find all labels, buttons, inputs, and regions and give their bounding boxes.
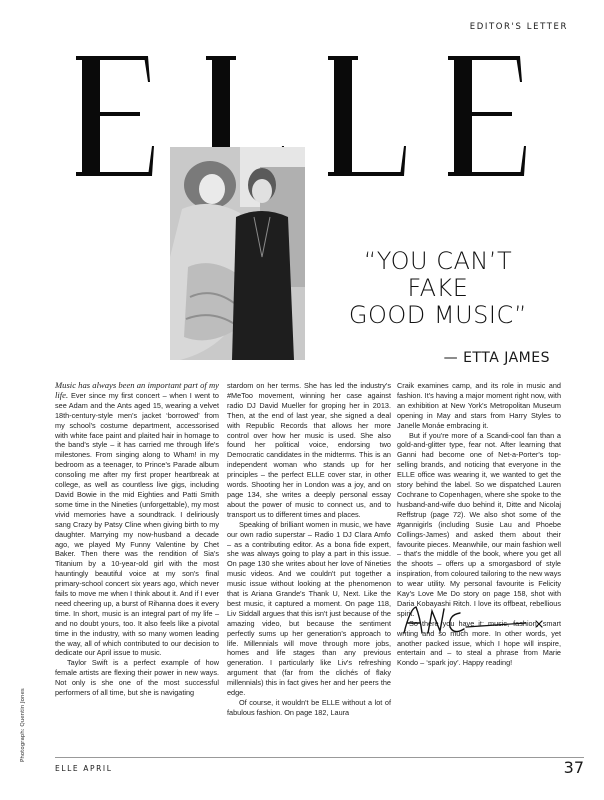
page-number: 37	[563, 758, 584, 777]
section-label: EDITOR'S LETTER	[469, 22, 568, 32]
article-column-1	[55, 381, 219, 698]
pull-quote	[318, 248, 558, 329]
article-paragraph: stardom on her terms. She has led the industry's #MeToo movement, winning her case against radio DJ David Mueller for groping her in 2013. Then, at the end of last year, she signed a deal with Republic Records that allows her more control over how her music is used. She also found her political voice, endorsing two Democratic candidates in the midterms. This is an independent woman who stands up for her principles – the perfect ELLE cover star, in other words. Shooting her in London was a joy, and on page 134, she writes a deeply personal essay about the power of music to connect us, and to transport us to different times and places.	[227, 381, 391, 519]
cover-star-photo	[170, 147, 305, 360]
article-paragraph	[55, 381, 219, 658]
pull-quote-line: “YOU CAN’T	[363, 247, 513, 275]
article-paragraph: But if you're more of a Scandi-cool fan than a gold-and-glitter type, fear not. After learning that Ganni had become one of Net-a-Porter's top-selling brands, and noticing that everyone in the ELLE office was wearing it, we wanted to get the story behind the label. So we dispatched Lauren Cochrane to Copenhagen, where she spoke to the husband-and-wife duo behind it, Ditte and Nicolaj Reffstrup (page 72). We also shot some of the #gannigirls (including Susie Lau and Phoebe Collings-James) and asked them about their favourite pieces. Meanwhile, our main fashion well – that's the middle of the book, where you get all the shoots – offers up a smorgasbord of style inspiration, from coloured tailoring to the new ways to wear utility. My personal favourite is Felicity Kay's Love Me Do story on page 158, shot with Daria Kobayashi Ritch. I love its offbeat, rebellious spirit.	[397, 430, 561, 618]
photo-credit: Photograph: Quentin Jones	[20, 688, 26, 762]
footer-issue: ELLE APRIL	[55, 764, 113, 773]
signature-graphic	[398, 603, 548, 639]
article-paragraph: Of course, it wouldn't be ELLE without a lot of fabulous fashion. On page 182, Laura	[227, 698, 391, 717]
pull-quote-line: GOOD MUSIC”	[348, 301, 528, 329]
photo-illustration	[170, 147, 305, 360]
article-paragraph: Craik examines camp, and its role in music and fashion. It's having a major moment right now, with an exhibition at New York's Metropolitan Museum opening in May and stars from Harry Styles to Janelle Monáe embracing it.	[397, 381, 561, 430]
paragraph-text: Ever since my first concert – when I went to see Adam and the Ants aged 15, wearing a velvet 18th-century-style men's jacket ‘borrowed’ from my school's costume department, accessorised with white face paint and plaited hair in homage to the band's style – it has carried me through life's milestones. From singing along to Wham! in my bedroom as a teenager, to Prince's Parade album consoling me after my first proper heartbreak at college, as well as countless live gigs, including David Bowie in the mid Eighties and Patti Smith some time in the Nineties (unforgettable), my most vivid memories have a soundtrack. I deliriously sang Crazy by Patsy Cline when giving birth to my daughter. Marrying my now-husband a decade ago, we played My Funny Valentine by Chet Baker. Then there was the rendition of Sia's Titanium by a 10-year-old girl with the most hauntingly beautiful voice at my son's final primary-school concert six years ago, which never fails to move me when I think about it. And if I ever need cheering up, a burst of Rihanna does it every time. In short, music is an integral part of my life – and no doubt yours, too. It also feels like a pivotal time in the industry, with so many women leading the way, all of which contributed to our decision to dedicate our April issue to music.	[55, 390, 219, 658]
article-paragraph: Speaking of brilliant women in music, we have our own radio superstar – Radio 1 DJ Clara Amfo – as a contributing editor. As a bona fide expert, she was always going to play a part in this issue. On page 130 she writes about her love of Nineties music videos. And we couldn't put together a music issue without looking at the phenomenon that is Ariana Grande's Thank U, Next. Like the best music, it captured a moment. On page 118, Liv Siddall argues that this isn't just because of the amazing video, but because the sentiment perfectly sums up her generation's approach to life. Millennials will move through more jobs, homes and life stages than any previous generation. I particularly like Liv's refreshing argument that (far from the clichés of flaky millennials) this in fact gives her and her peers the edge.	[227, 519, 391, 698]
article-column-2	[227, 381, 391, 718]
quote-attribution: — ETTA JAMES	[443, 350, 550, 366]
article-paragraph: So there you have it: music, fashion, smart writing and so much more. In other words, yet another packed issue, which I hope will inspire, entertain and – to steal a phrase from Marie Kondo – ‘spark joy’. Happy reading!	[397, 618, 561, 668]
editor-signature	[398, 603, 548, 639]
lead-sentence: Music has always been an important part of my life.	[55, 380, 219, 400]
footer-rule	[55, 757, 584, 758]
article-paragraph: Taylor Swift is a perfect example of how female artists are flexing their power in new ways. Not only is she one of the most successful performers of all time, but she is navigating	[55, 658, 219, 698]
pull-quote-line: FAKE	[407, 274, 469, 302]
